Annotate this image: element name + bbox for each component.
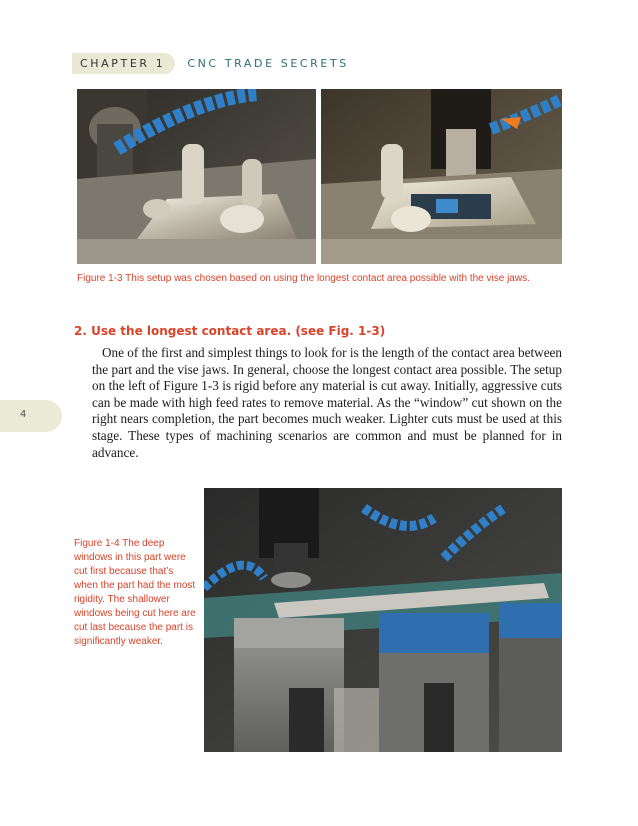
figure-1-3-right-photo	[321, 89, 562, 264]
page-number: 4	[20, 409, 27, 420]
section-heading: 2. Use the longest contact area. (see Fig. 1-3)	[74, 324, 386, 338]
figure-1-3-caption: Figure 1-3 This setup was chosen based on using the longest contact area possible with the vise jaws.	[77, 273, 530, 284]
chapter-title: CNC TRADE SECRETS	[187, 56, 349, 70]
figure-1-3-left-photo	[77, 89, 316, 264]
page-tab	[0, 400, 62, 432]
section-body: One of the first and simplest things to look for is the length of the contact area between the part and the vise jaws. In general, choose the longest contact area possible. The setup on the left of Figure 1-3 is rigid before any material is cut away. Initially, aggressive cuts can be made with high feed rates to remove material. As the “window” cut shown on the right nears completion, the part becomes much weaker. Lighter cuts must be used at this stage. These types of machining scenarios are common and must be planned for in advance.	[92, 345, 562, 460]
chapter-header	[72, 52, 349, 74]
chapter-label: CHAPTER 1	[72, 53, 175, 74]
figure-1-4-caption: Figure 1-4 The deep windows in this part were cut first because that’s when the part had the most rigidity. The shallower windows being cut here are cut last because the part is significantly weaker.	[74, 538, 196, 647]
figure-1-4-photo	[204, 488, 562, 752]
